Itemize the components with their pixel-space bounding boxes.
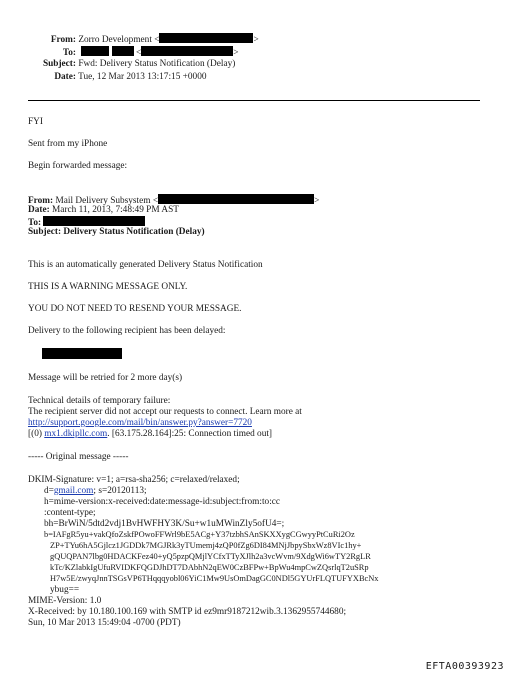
dkim-line-8: gQUQPAN7lbg0HDACKFez40+yQ5pzpQMjlYCfxTTyXJlh2a3vcWvm/9XdgWi6wTY2RgLR: [50, 552, 371, 561]
header-from-label: From:: [50, 35, 76, 45]
connection-prefix: [(0): [28, 429, 45, 439]
dkim-line-3: h=mime-version:x-received:date:message-id:subject:from:to:cc: [44, 497, 281, 507]
dkim-d-suffix: ; s=20120113;: [93, 486, 147, 496]
notice-warning: THIS IS A WARNING MESSAGE ONLY.: [28, 282, 188, 292]
fwd-from-value: Mail Delivery Subsystem <: [55, 196, 159, 206]
tech-details-connection: [28, 429, 272, 440]
tech-details-link-row: [28, 418, 252, 429]
notice-no-resend: YOU DO NOT NEED TO RESEND YOUR MESSAGE.: [28, 304, 242, 314]
header-from-value: Zorro Development <: [78, 35, 160, 45]
header-from-row: [40, 33, 259, 46]
connection-suffix: . [63.175.28.164]:25: Connection timed out]: [107, 429, 273, 439]
notice-auto-generated: This is an automatically generated Delivery Status Notification: [28, 260, 263, 270]
dkim-line-4: :content-type;: [44, 508, 96, 518]
header-subject-value: Fwd: Delivery Status Notification (Delay): [78, 59, 236, 69]
header-to-label: To:: [62, 48, 76, 58]
fwd-subject-label: Subject:: [28, 227, 62, 237]
dkim-d-prefix: d=: [44, 486, 54, 496]
mx-host-link[interactable]: mx1.dkipllc.com: [44, 429, 108, 439]
body-sent-from: Sent from my iPhone: [28, 139, 108, 149]
fwd-to-label: To:: [28, 218, 42, 228]
fwd-date-label: Date:: [28, 205, 50, 215]
mime-version: MIME-Version: 1.0: [28, 596, 102, 606]
tech-details-text: The recipient server did not accept our requests to connect. Learn more at: [28, 407, 302, 417]
received-date: Sun, 10 Mar 2013 15:49:04 -0700 (PDT): [28, 618, 181, 628]
dkim-line-2: [44, 486, 147, 497]
header-to-tail: >: [233, 48, 239, 58]
dkim-line-11: ybug==: [50, 585, 80, 595]
header-date-row: [40, 72, 207, 83]
fwd-date-value: March 11, 2013, 7:48:49 PM AST: [52, 205, 179, 215]
dkim-line-1: DKIM-Signature: v=1; a=rsa-sha256; c=relaxed/relaxed;: [28, 475, 240, 485]
dkim-line-6: b=IAFgR5yu+vakQfoZskfPOwoFFWrl9bE5ACg+Y37tzbhSAnSKXXygCGwyyPtCuRi2Oz: [44, 530, 355, 539]
original-separator: ----- Original message -----: [28, 452, 129, 462]
tech-details-heading: Technical details of temporary failure:: [28, 396, 171, 406]
redaction-block: [141, 46, 233, 56]
dkim-line-7: ZP+TYu6hA5Gjlcz1JGDDk7MGJRk3yTUmemj4zQP0fZg6DI84MNjJbpySbxWz8VIc1hy+: [50, 541, 362, 550]
dkim-line-9: kTc/KZlabkIgUfuRVIDKFQGDJhDT7DAbhN2qEW0CzBFPw+BpWu4mpCwZQsrlqT2uSRp: [50, 563, 369, 572]
header-from-tail: >: [253, 35, 259, 45]
header-divider: [28, 100, 480, 101]
notice-retry: Message will be retried for 2 more day(s): [28, 373, 183, 383]
body-begin-forwarded: Begin forwarded message:: [28, 161, 128, 171]
dkim-line-5: bh=BrWiN/5dtd2vdj1BvHWFHY3K/Su+w1uMWinZly5ofU4=;: [44, 519, 285, 529]
notice-delayed: Delivery to the following recipient has been delayed:: [28, 326, 226, 336]
fwd-subject-row: [28, 227, 205, 238]
redaction-block: [158, 194, 314, 204]
redaction-block: [159, 33, 253, 43]
redaction-block: [81, 46, 109, 56]
header-to-row: [40, 46, 238, 59]
fwd-from-tail: >: [314, 196, 320, 206]
dkim-line-10: H7w5E/zwyqJnnTSGsVP6THqqqyobl06YiC1Mw9UsOmDagGC0NDl5GYUrFLQTUFYXBcNx: [50, 574, 379, 583]
fwd-date-row: [28, 205, 179, 216]
redacted-recipient: [42, 348, 122, 359]
fwd-subject-value: Delivery Status Notification (Delay): [63, 227, 205, 237]
x-received: X-Received: by 10.180.100.169 with SMTP id ez9mr9187212wib.3.1362955744680;: [28, 607, 347, 617]
header-subject-label: Subject:: [42, 59, 76, 69]
redaction-block: [43, 216, 145, 226]
header-subject-row: [40, 59, 235, 70]
header-date-value: Tue, 12 Mar 2013 13:17:15 +0000: [78, 72, 207, 82]
fwd-from-label: From:: [28, 196, 54, 206]
gmail-link[interactable]: gmail.com: [53, 486, 94, 496]
bates-number: EFTA00393923: [425, 661, 504, 672]
redaction-block: [112, 46, 134, 56]
header-to-mid: <: [135, 48, 142, 58]
header-date-label: Date:: [54, 72, 76, 82]
body-fyi: FYI: [28, 117, 43, 127]
support-link[interactable]: http://support.google.com/mail/bin/answer.py?answer=7720: [28, 418, 252, 428]
